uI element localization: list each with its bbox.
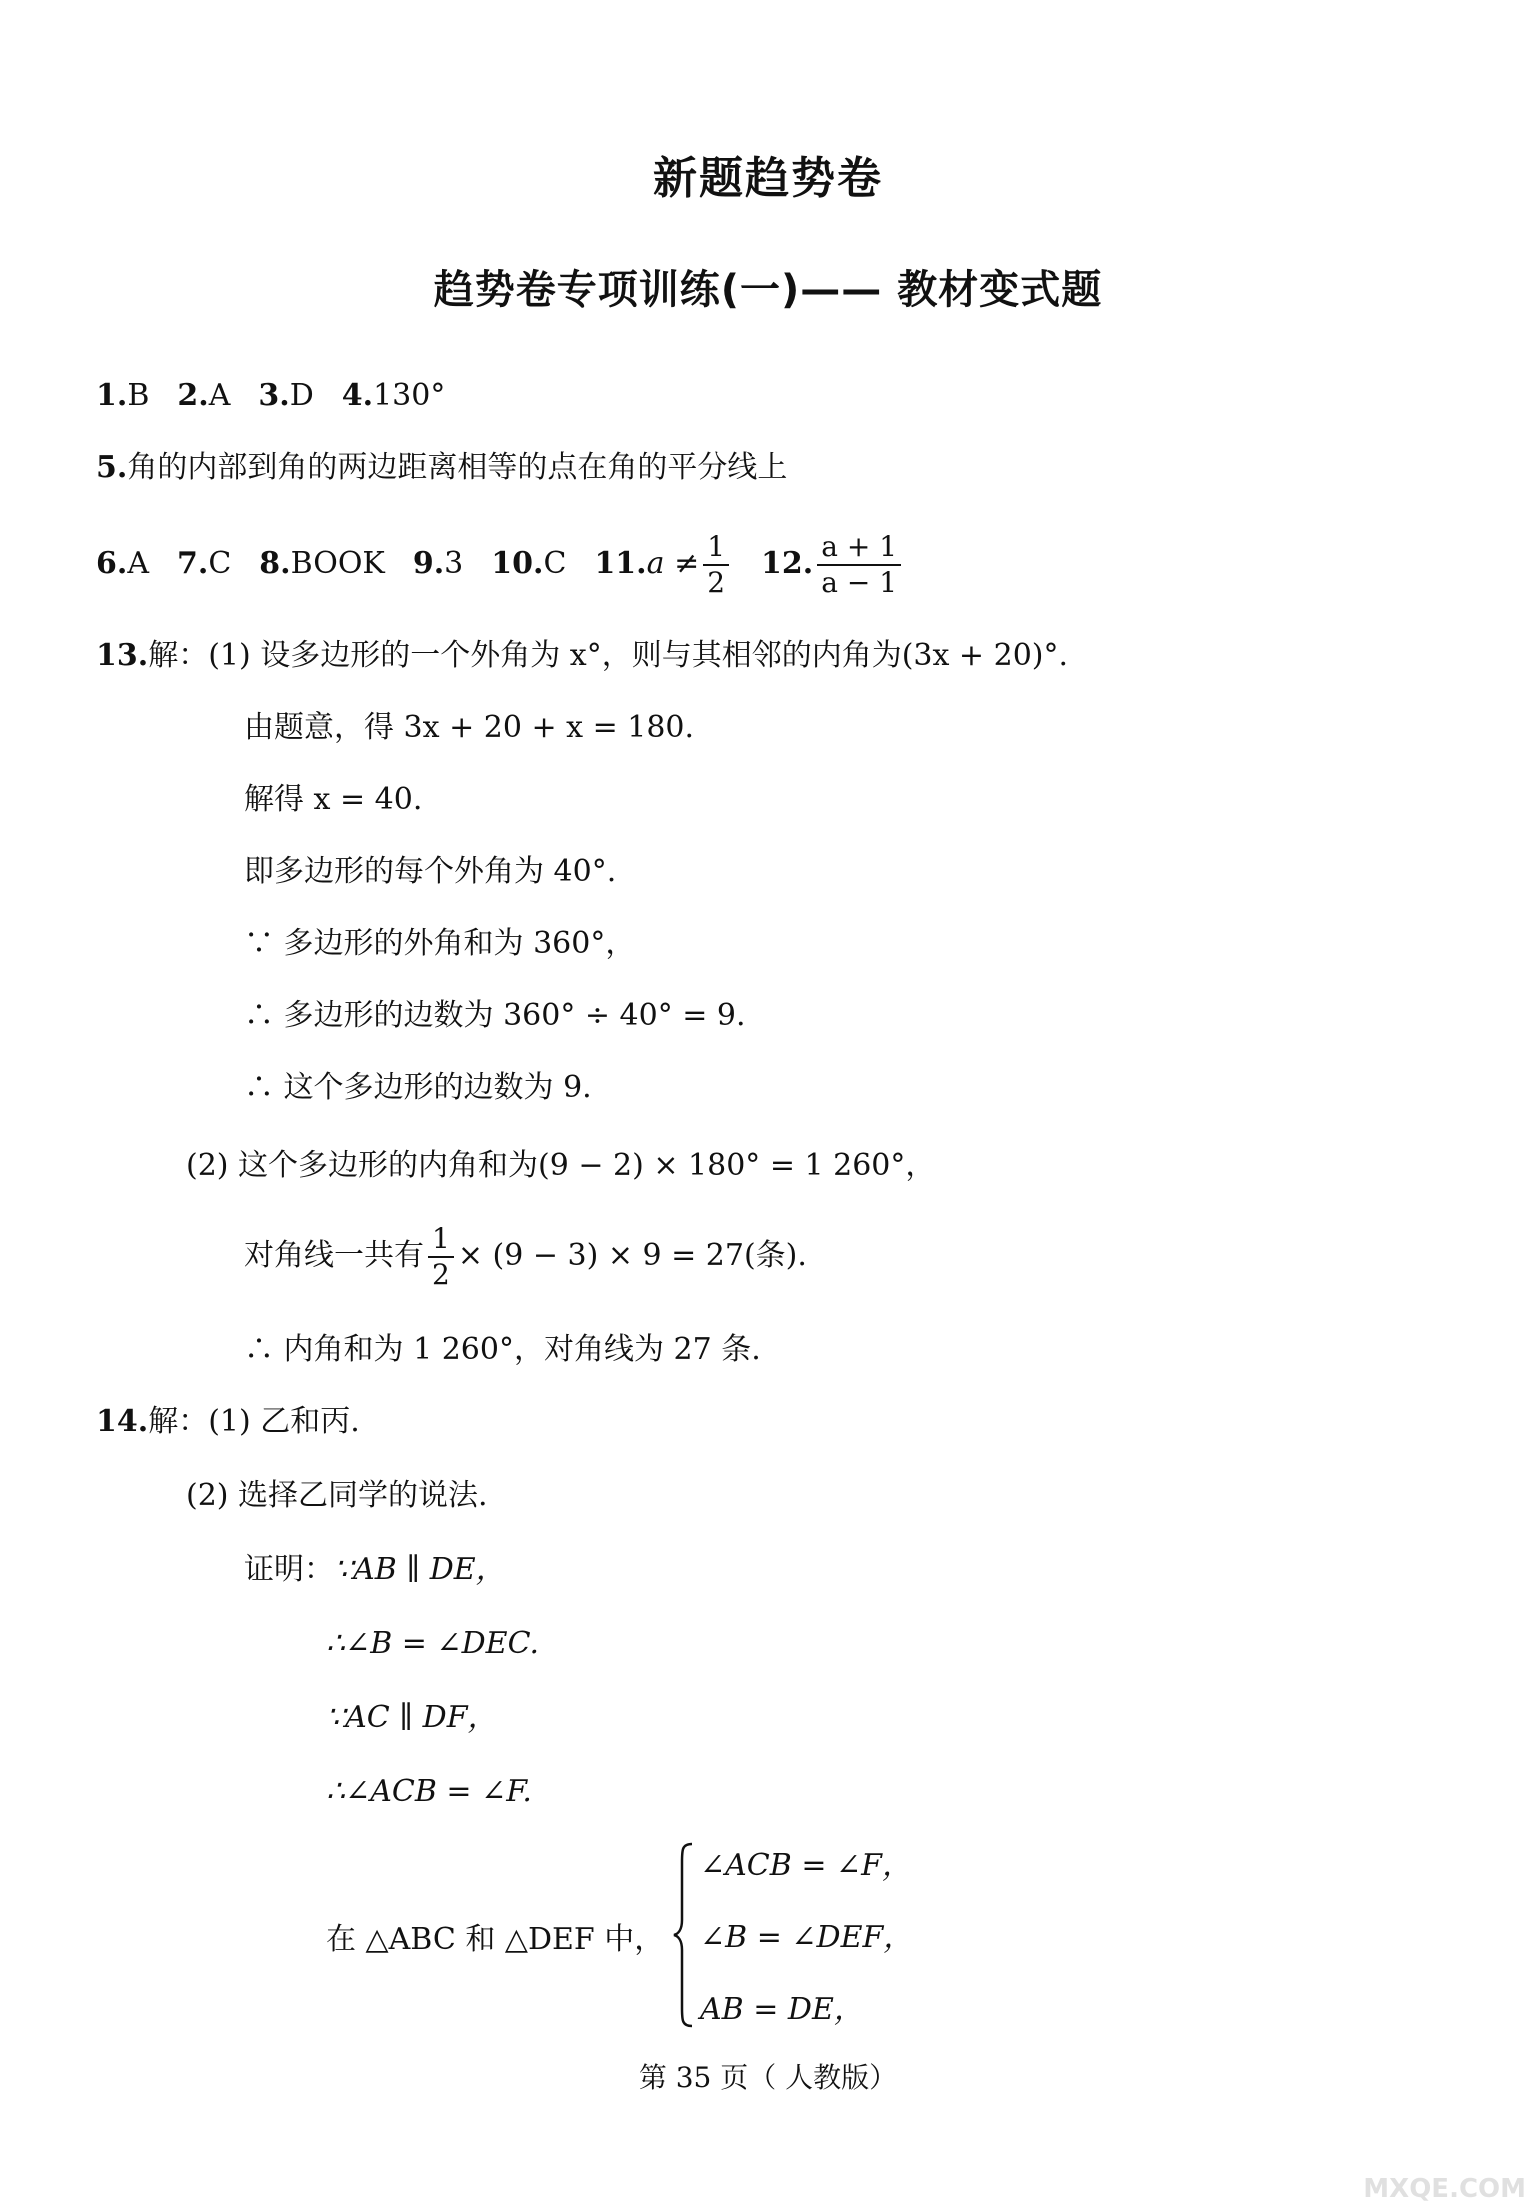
answer-num-10: 10.	[491, 546, 544, 581]
page-title: 新题趋势卷	[653, 153, 883, 204]
page-footer: 第 35 页（ 人教版）	[638, 2061, 898, 2094]
answer-num-6: 6.	[96, 546, 128, 581]
diag-fraction: $\frac{1}{2}$	[428, 1222, 454, 1292]
q13-conclusion: ∴ 内角和为 1 260°，对角线为 27 条.	[244, 1332, 761, 1367]
answer-num-5: 5.	[96, 450, 128, 485]
answers-row-1	[96, 376, 445, 416]
answer-8: BOOK	[290, 546, 385, 581]
q13-line-2: 由题意，得 3x + 20 + x = 180.	[244, 710, 695, 745]
answer-4: 130°	[373, 378, 446, 413]
q13-label: 13.	[96, 638, 149, 673]
answer-num-11: 11.	[594, 546, 647, 581]
q14-proof-4: ∴∠ACB = ∠F.	[326, 1774, 532, 1809]
answer-num-9: 9.	[412, 546, 445, 581]
answer-11-fraction: $\frac{1}{2}$	[703, 530, 729, 600]
q13-line-7: ∴ 这个多边形的边数为 9.	[244, 1070, 592, 1105]
answers-row-3	[96, 530, 905, 600]
answer-2: A	[208, 378, 231, 413]
answer-num-8: 8.	[259, 546, 291, 581]
q14-proof-3: ∵AC ∥ DF，	[326, 1700, 498, 1735]
watermark-logo: MXQE.COM	[1363, 2174, 1526, 2204]
answer-12-fraction: $\frac{a + 1}{a - 1}$	[817, 530, 901, 600]
section-title: 趋势卷专项训练(一)—— 教材变式题	[433, 267, 1103, 313]
answer-num-3: 3.	[258, 378, 290, 413]
q13-line-1: 13.解：(1) 设多边形的一个外角为 x°，则与其相邻的内角为(3x + 20)°.	[96, 638, 1069, 673]
q14-proof-start: 证明：∵AB ∥ DE，	[244, 1552, 506, 1587]
answer-6: A	[127, 546, 149, 581]
answer-5: 角的内部到角的两边距离相等的点在角的平分线上	[127, 450, 788, 485]
q13-diagonal-line: 对角线一共有 $\frac{1}{2}$ × (9 − 3) × 9 = 27(条).	[244, 1222, 807, 1291]
q14-system-2: ∠B = ∠DEF，	[700, 1920, 914, 1955]
answer-num-12: 12.	[761, 546, 814, 581]
left-brace-icon	[672, 1842, 694, 2028]
q14-system-3: AB = DE，	[700, 1992, 864, 2027]
answer-num-4: 4.	[341, 378, 374, 413]
q14-proof-2: ∴∠B = ∠DEC.	[326, 1626, 539, 1661]
q13-line-5: ∵ 多边形的外角和为 360°，	[244, 926, 636, 961]
q14-label: 14.	[96, 1404, 149, 1439]
answer-num-7: 7.	[177, 546, 209, 581]
q14-line-1: 14.解：(1) 乙和丙.	[96, 1404, 360, 1439]
q14-system-prefix: 在 △ABC 和 △DEF 中，	[326, 1922, 665, 1957]
q14-line-2: (2) 选择乙同学的说法.	[186, 1478, 488, 1513]
answer-10: C	[543, 546, 567, 581]
q13-line-6: ∴ 多边形的边数为 360° ÷ 40° = 9.	[244, 998, 746, 1033]
answer-9: 3	[444, 546, 464, 581]
answer-11-lhs: a ≠	[646, 546, 700, 581]
q14-system-1: ∠ACB = ∠F，	[700, 1848, 912, 1883]
answer-1: B	[127, 378, 150, 413]
answer-num-2: 2.	[177, 378, 209, 413]
q13-line-3: 解得 x = 40.	[244, 782, 423, 817]
answer-3: D	[289, 378, 314, 413]
answer-5-line	[96, 448, 787, 488]
answer-7: C	[208, 546, 232, 581]
q13-line-4: 即多边形的每个外角为 40°.	[244, 854, 617, 889]
q13-line-8: (2) 这个多边形的内角和为(9 − 2) × 180° = 1 260°，	[186, 1148, 936, 1183]
answer-num-1: 1.	[96, 378, 128, 413]
